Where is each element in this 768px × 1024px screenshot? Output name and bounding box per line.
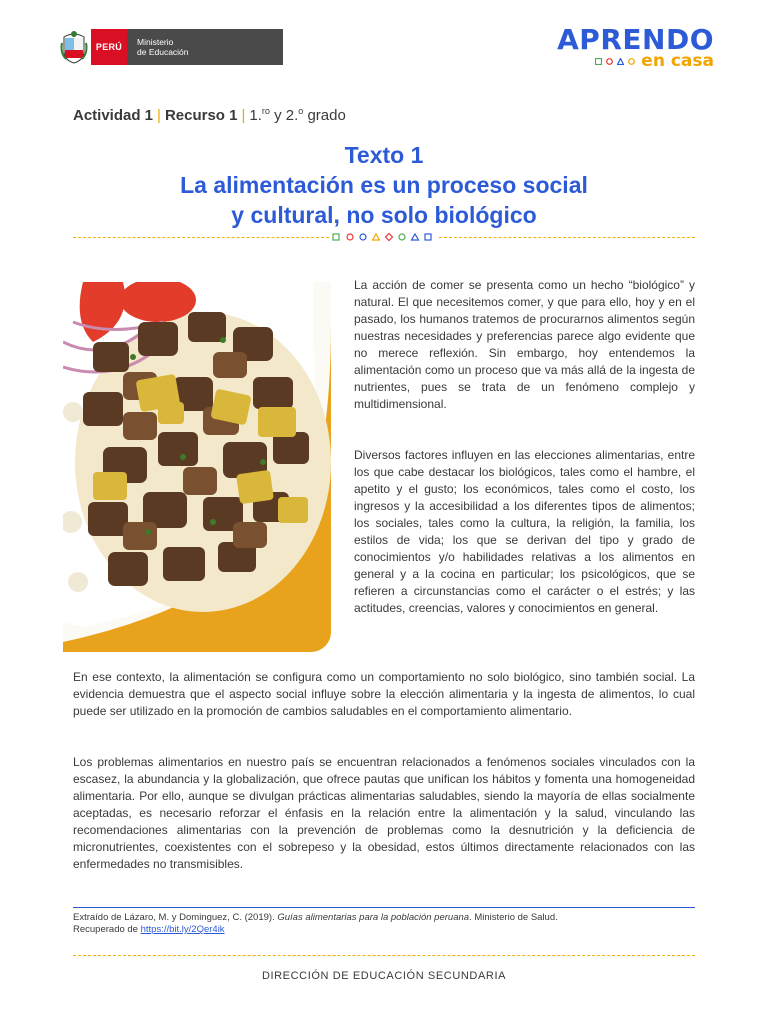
footer-divider xyxy=(73,955,695,956)
brand-top: APRENDO xyxy=(557,23,714,56)
ministry-label xyxy=(127,29,283,65)
paragraph-4: Los problemas alimentarios en nuestro país se encuentran relacionados a fenómenos sociales vinculados con la escasez, la abundancia y la globalización, que ofrece pautas que unifican los hábitos y fomenta una homogeneidad alimentaria. Por ello, aunque se divulgan prácticas alimentarias saludables, siendo la mayoría de ellas socialmente aceptadas, es necesario reforzar el énfasis en la relación entre la alimentación y la salud, vinculando las recomendaciones alimentarias con la prevención de problemas como la desnutrición y la deficiencia de micronutrientes, coexistentes con el sobrepeso y la obesidad, estos últimos directamente relacionados con las enfermedades no transmisibles. xyxy=(73,755,695,871)
source-reference: Extraído de Lázaro, M. y Dominguez, C. (2019). Guías alimentarias para la población peruana. Ministerio de Salud. Recuperado de https://bit.ly/2Qer4ik xyxy=(73,912,558,935)
brand-bottom: en casa xyxy=(641,51,714,71)
ministry-line-2: de Educación xyxy=(137,47,189,57)
reference-title: Guías alimentarias para la población peruana xyxy=(277,912,470,923)
activity-breadcrumb xyxy=(73,106,346,124)
coat-of-arms-icon xyxy=(60,29,88,65)
separator: | xyxy=(157,107,161,124)
paragraph-1: La acción de comer se presenta como un hecho “biológico” y natural. El que necesitemos comer, y que para ello, hoy y en el pasado, los humanos tratemos de procurarnos alimentos según nuestras necesidades y preferencias parece algo evidente que no merece reflexión. Sin embargo, hoy entendemos la alimentación como un proceso que va más allá de la ingesta de nutrientes, pues se trata de un fenómeno complejo y multidimensional. xyxy=(354,278,695,411)
title-divider xyxy=(73,236,695,240)
reference-divider xyxy=(73,907,695,908)
food-photo xyxy=(63,282,331,652)
activity-label: Actividad 1 xyxy=(73,107,154,124)
title-line-2: La alimentación es un proceso social xyxy=(180,172,588,198)
ministry-logo xyxy=(60,29,283,65)
divider-shapes-icon xyxy=(331,232,437,242)
footer-label: DIRECCIÓN DE EDUCACIÓN SECUNDARIA xyxy=(261,970,507,982)
reference-link[interactable]: https://bit.ly/2Qer4ik xyxy=(140,924,225,935)
peru-label: PERÚ xyxy=(91,29,127,65)
page-title xyxy=(0,140,768,230)
ministry-line-1: Ministerio xyxy=(137,37,174,47)
separator: | xyxy=(241,107,246,124)
resource-label: Recurso 1 xyxy=(164,107,238,124)
aprendo-en-casa-logo xyxy=(557,23,714,71)
title-line-3: y cultural, no solo biológico xyxy=(231,202,537,228)
grade-label: 1.$^{ro}$ y 2.$^o$ grado xyxy=(249,106,346,124)
brand-shapes-icon xyxy=(595,58,635,65)
title-line-1: Texto 1 xyxy=(344,142,424,168)
paragraph-2: Diversos factores influyen en las elecciones alimentarias, entre los que cabe destacar los biológicos, tales como el hambre, el apetito y el gusto; los económicos, tales como el costo, los ingresos y la accesibilidad a los diferentes tipos de alimentos; los sociales, tales como la cultura, la religión, la familia, los estilos de vida; los que se derivan del tipo y grado de conocimientos y/o habilidades relativas a los alimentos en general y a la cocina en particular; los psicológicos, que se refieren a circunstancias como el carácter o el estrés; y las actitudes, creencias, valores y conocimientos en general. xyxy=(354,448,695,615)
paragraph-3: En ese contexto, la alimentación se configura como un comportamiento no solo biológico, sino también social. La evidencia demuestra que el aspecto social influye sobre la elección alimentaria y la ingesta de alimentos, lo cual puede ser utilizado en la promoción de cambios saludables en el comportamiento alimentario. xyxy=(73,670,695,718)
